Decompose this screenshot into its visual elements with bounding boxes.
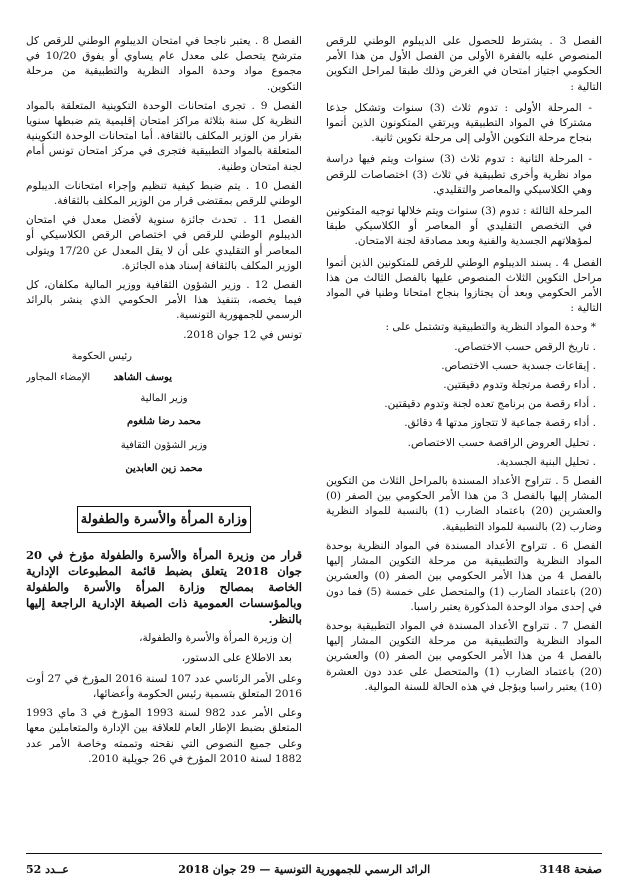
list-item: . تحليل العروض الراقصة حسب الاختصاص. [407,436,596,449]
unit-title: * وحدة المواد النظرية والتطبيقية وتشتمل على : [385,321,596,334]
list-item: . تاريخ الرقص حسب الاختصاص. [454,340,596,353]
right-column [326,34,602,849]
chapter-6: الفصل 6 . تتراوح الأعداد المسندة في المواد النظرية بوحدة المواد النظرية والتطبيقية من مرحلة التكوين المشار إليها بالفصل 4 من هذا الأمر الحكومي بين الصفر (0) والعشرين (20) باعتماد الضارب (1) والمتحصل على خمسة (5) فما دون في إحدى مواد الوحدة المذكورة يعتبر راسبا. [326,539,602,613]
decree-preamble-1: إن وزيرة المرأة والأسرة والطفولة، [139,632,292,645]
chapter-5: الفصل 5 . تتراوح الأعداد المسندة بالمراحل الثلاث من التكوين المشار إليها بالفصل 3 من هذا الأمر الحكومي بين الصفر (0) والعشرين (20) باعتماد الضارب (1) بالنسبة للمواد النظرية وضارب (2) بالنسبة للمواد التطبيقية. [326,475,602,533]
stage-2: - المرحلة الثانية : تدوم ثلاث (3) سنوات ويتم فيها دراسة مواد نظرية وأخرى تطبيقية في ثلاث (3) اختصاصات للرقص وهي الكلاسيكي والمعاصر والتقليدي. [326,153,592,196]
chapter-3: الفصل 3 . يشترط للحصول على الديبلوم الوطني للرقص المنصوص عليه بالفقرة الأولى من الفصل الأول من هذا الأمر الحكومي اجتياز امتحان في الغرض وذلك طبقا لمراحل التكوين التالية : [326,35,602,93]
decree-title: قرار من وزيرة المرأة والأسرة والطفولة مؤرخ في 20 جوان 2018 يتعلق بضبط قائمة المطبوعات الإدارية الخاصة بمصالح وزارة المرأة والأسرة والطفولة وبالمؤسسات العمومية ذات الصبغة الإدارية الراجعة إليها بالنظر. [26,548,302,627]
page-number: صفحة 3148 [539,862,602,876]
list-item: . أداء رقصة من برنامج تعده لجنة وتدوم دقيقتين. [384,398,596,411]
list-item: . أداء رقصة مرتجلة وتدوم دقيقتين. [443,379,596,392]
chapter-4: الفصل 4 . يسند الديبلوم الوطني للرقص للمتكونين الذين أتموا مراحل التكوين الثلاث المنصوص عليها بالفصل الثالث من هذا الأمر الحكومي وبعد أن يجتازوا بنجاح امتحانا وطنيا في المواد التالية : [326,256,602,315]
journal-title: الرائد الرسمي للجمهورية التونسية — 29 جوان 2018 [178,862,431,876]
chapter-12: الفصل 12 . وزير الشؤون الثقافية ووزير المالية مكلفان، كل فيما يخصه، بتنفيذ هذا الأمر الحكومي الذي ينشر بالرائد الرسمي للجمهورية التونسية. [26,279,302,322]
culture-name: محمد زين العابدين [125,462,203,474]
finance-name: محمد رضا شلغوم [126,416,202,428]
issue-number: عــدد 52 [26,862,69,876]
page-footer [26,860,602,878]
list-item: . أداء رقصة جماعية لا تتجاوز مدتها 4 دقائق. [404,417,596,430]
culture-title: وزير الشؤون الثقافية [120,439,208,451]
finance-title: وزير المالية [140,393,188,405]
decree-preamble-4: وعلى الأمر عدد 982 لسنة 1993 المؤرخ في 3 ماي 1993 المتعلق بضبط الإطار العام للعلاقة بين الإدارة والمتعاملين معها وعلى جميع النصوص التي نقحته وتممته وخاصة الأمر عدد 1882 لسنة 2010 المؤرخ في 26 جويلية 2010. [26,707,302,765]
footer-divider [26,853,602,854]
stage-3: المرحلة الثالثة : تدوم (3) سنوات ويتم خلالها توجيه المتكونين في التخصص التقليدي أو المعاصر أو الكلاسيكي طبقا لمؤهلاتهم الجسدية والفنية وبعد مصادقة لجنة الامتحان. [326,205,592,248]
list-item: . تحليل البنية الجسدية. [496,455,596,468]
ministry-heading: وزارة المرأة والأسرة والطفولة [77,506,251,533]
chapter-8: الفصل 8 . يعتبر ناجحا في امتحان الديبلوم الوطني للرقص كل مترشح يتحصل على معدل عام يساوي أو يفوق 10/20 في مجموع مواد وحدة المواد النظرية والتطبيقية من مرحلة التكوين. [26,35,302,93]
chapter-10: الفصل 10 . يتم ضبط كيفية تنظيم وإجراء امتحانات الديبلوم الوطني للرقص بمقتضى قرار من الوزير المكلف بالثقافة. [26,179,302,208]
decree-preamble-2: بعد الاطلاع على الدستور، [181,652,292,665]
pm-name: يوسف الشاهد [113,372,172,384]
chapter-9: الفصل 9 . تجرى امتحانات الوحدة التكوينية المتعلقة بالمواد النظرية كل سنة بثلاثة مراكز امتحان إقليمية يتم ضبطها سنويا بقرار من الوزير المكلف بالثقافة. أما امتحانات الوحدة التكوينية المتعلقة بالمواد التطبيقية فتجرى في مركز امتحان تونس أمام لجنة امتحان وطنية. [26,99,302,173]
pm-title: رئيس الحكومة [71,350,132,362]
left-column [26,34,302,849]
date-line: تونس في 12 جوان 2018. [183,328,302,341]
decree-preamble-3: وعلى الأمر الرئاسي عدد 107 لسنة 2016 المؤرخ في 27 أوت 2016 المتعلق بتسمية رئيس الحكومة وأعضائها، [26,672,302,700]
list-item: . إيقاعات جسدية حسب الاختصاص. [441,359,596,372]
chapter-11: الفصل 11 . تحدث جائزة سنوية لأفضل معدل في امتحان الديبلوم الوطني للرقص في اختصاص الرقص الكلاسيكي أو المعاصر أو التقليدي على أن لا يقل المعدل عن 17/20 ويتولى الوزير المكلف بالثقافة إسناد هذه الجائزة. [26,214,302,272]
countersign-label: الإمضاء المجاور [26,372,91,384]
chapter-7: الفصل 7 . تتراوح الأعداد المسندة في المواد التطبيقية بوحدة المواد النظرية والتطبيقية من مرحلة التكوين المشار إليها بالفصل 4 من هذا الأمر الحكومي بين الصفر (0) والعشرين (20) باعتماد الضارب (1) والمتحصل على عدد دون العشرة (10) يعتبر راسبا ويؤجل في هذه الحالة للسنة الموالية. [326,619,602,693]
signature-block [26,349,302,476]
stage-1: - المرحلة الأولى : تدوم ثلاث (3) سنوات وتشكل جذعا مشتركا في المواد التطبيقية ويرتقي المتكونون الذين أتموا بنجاح مرحلة التكوين الأولى إلى مرحلة تكوين ثانية. [326,101,592,145]
